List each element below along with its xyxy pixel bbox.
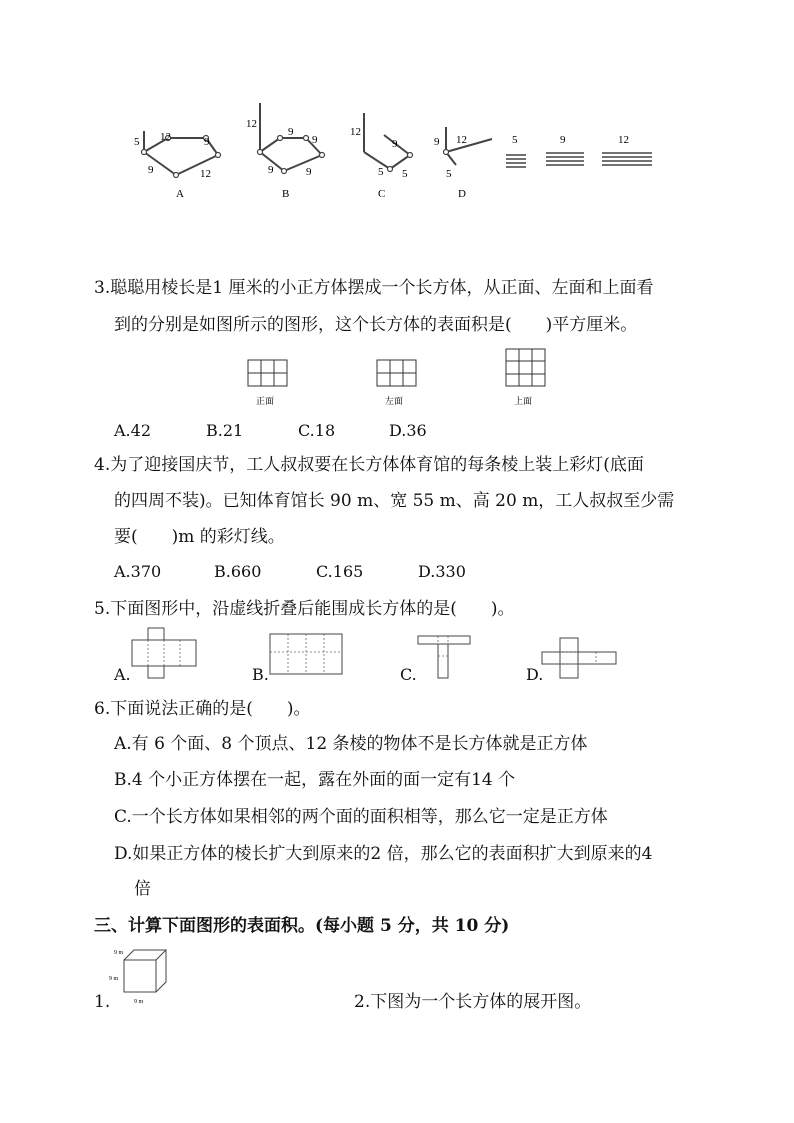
option-d-frame [446,127,492,165]
section3-problem2: 2.下图为一个长方体的展开图。 [354,992,592,1012]
stick-label-12: 12 [618,134,629,146]
a-edge-3: 9 [204,136,210,148]
c-edge-1: 12 [350,126,361,138]
option-d-label: D [458,188,466,200]
net-d [542,638,616,678]
q6-line1: 6.下面说法正确的是( )。 [94,699,311,719]
net-c [418,636,470,678]
b-edge-3: 9 [312,134,318,146]
option-b-label: B [282,188,290,200]
a-edge-1: 5 [134,136,140,148]
q5-line1: 5.下面图形中，沿虚线折叠后能围成长方体的是( )。 [94,599,515,619]
b-edge-2: 9 [288,126,294,138]
q5-option-d-label[interactable]: D. [526,665,544,684]
left-view-grid [377,360,416,386]
section3-title: 三、计算下面图形的表面积。(每小题 5 分，共 10 分) [94,916,510,936]
cube-figure [108,944,174,1008]
q4-option-c[interactable]: C.165 [316,562,364,581]
c-edge-4: 5 [402,168,408,180]
q3-option-b[interactable]: B.21 [206,421,244,440]
a-edge-5: 12 [200,168,211,180]
q3-views [240,348,560,410]
d-edge-3: 5 [446,168,452,180]
q6-option-a[interactable]: A.有 6 个面、8 个顶点、12 条棱的物体不是长方体就是正方体 [114,734,588,754]
c-edge-2: 9 [392,138,398,150]
cube-label-top: 9 m [114,950,124,956]
q6-option-b[interactable]: B.4 个小正方体摆在一起，露在外面的面一定有14 个 [114,770,516,790]
q3-option-a[interactable]: A.42 [114,421,151,440]
q3-line1: 3.聪聪用棱长是1 厘米的小正方体摆成一个长方体，从正面、左面和上面看 [94,278,654,298]
stick-bundle-12 [602,153,652,165]
stick-bundle-9 [546,153,584,165]
stick-label-9: 9 [560,134,566,146]
c-edge-3: 5 [378,166,384,178]
d-edge-2: 12 [456,134,467,146]
b-edge-4: 9 [268,164,274,176]
q5-option-c-label[interactable]: C. [400,665,417,684]
q3-line2: 到的分别是如图所示的图形，这个长方体的表面积是( )平方厘米。 [114,315,638,335]
stick-label-5: 5 [512,134,518,146]
q5-option-b-label[interactable]: B. [252,665,269,684]
q6-option-d-line2: 倍 [134,879,151,899]
cube-label-left: 9 m [109,976,119,982]
stick-frame-figure [120,95,680,210]
q4-line1: 4.为了迎接国庆节，工人叔叔要在长方体体育馆的每条棱上装上彩灯(底面 [94,455,644,475]
q4-line3: 要( )m 的彩灯线。 [114,527,285,547]
section3-problem1-label: 1. [94,992,111,1012]
top-view-grid [506,349,545,386]
stick-bundle-5 [506,155,526,167]
q5-option-a-label[interactable]: A. [114,665,131,684]
option-c-frame [364,113,410,169]
top-view-caption: 上面 [514,396,533,406]
q6-option-c[interactable]: C.一个长方体如果相邻的两个面的面积相等，那么它一定是正方体 [114,807,608,827]
left-view-caption: 左面 [385,396,404,406]
q4-option-b[interactable]: B.660 [214,562,262,581]
q4-line2: 的四周不装)。已知体育馆长 90 m、宽 55 m、高 20 m，工人叔叔至少需 [114,491,675,511]
q3-option-c[interactable]: C.18 [298,421,336,440]
option-a-label: A [176,188,184,200]
q6-option-d-line1[interactable]: D.如果正方体的棱长扩大到原来的2 倍，那么它的表面积扩大到原来的4 [114,844,653,864]
option-c-label: C [378,188,386,200]
q4-option-a[interactable]: A.370 [114,562,162,581]
a-edge-4: 9 [148,164,154,176]
front-view-caption: 正面 [256,396,275,406]
q5-nets [120,626,620,682]
front-view-grid [248,360,287,386]
b-edge-1: 12 [246,118,257,130]
b-edge-5: 9 [306,166,312,178]
a-edge-2: 12 [160,131,171,143]
cube-label-bottom: 9 m [134,999,144,1005]
d-edge-1: 9 [434,136,440,148]
q4-option-d[interactable]: D.330 [418,562,466,581]
q3-option-d[interactable]: D.36 [389,421,427,440]
